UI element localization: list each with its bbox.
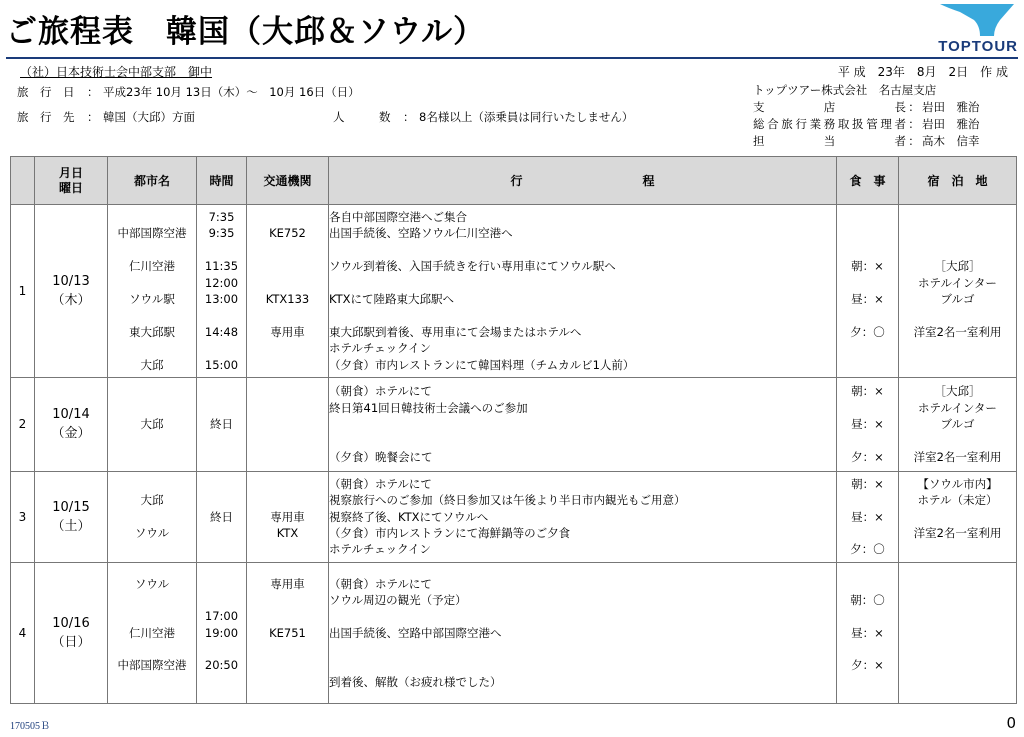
header-date-label: 月日 曜日: [58, 165, 83, 195]
meals-cell: [837, 471, 899, 562]
lodging-line: [899, 357, 1016, 373]
meal-line: 昼：×: [851, 417, 884, 432]
meals-cell: [837, 562, 899, 703]
lodging-line: [899, 576, 1016, 592]
schedule-line: ホテルチェックイン: [329, 542, 432, 557]
schedule-line: [329, 275, 836, 291]
travel-period-label: 旅 行 日: [17, 85, 75, 99]
lodging-line: ホテルインター: [918, 275, 997, 290]
transport-line: [247, 307, 328, 323]
lodging-line: [899, 209, 1016, 225]
meal-line: [837, 209, 898, 225]
city-line: [108, 476, 196, 492]
table-row: [11, 471, 1017, 562]
transport-line: 専用車: [270, 509, 305, 524]
time-line: [197, 641, 246, 657]
schedule-cell: [329, 471, 837, 562]
time-cell: [197, 205, 247, 378]
company-name: トップツアー株式会社 名古屋支店: [753, 83, 937, 97]
transport-line: [247, 641, 328, 657]
time-line: [197, 674, 246, 690]
meals-cell: [837, 205, 899, 378]
people-value: 8名様以上（添乗員は同行いたしません）: [419, 110, 634, 124]
time-line: 7:35: [208, 210, 235, 224]
meal-line: [837, 225, 898, 241]
time-line: 終日: [210, 509, 233, 524]
colon: ：: [908, 117, 920, 131]
meal-line: 昼：×: [851, 509, 884, 524]
schedule-line: 視察旅行へのご参加（終日参加又は午後より半日市内観光もご用意）: [329, 493, 686, 508]
meal-line: [837, 576, 898, 592]
lodging-line: 【ソウル市内】: [917, 476, 998, 491]
schedule-line: （夕食）市内レストランにて韓国料理（チムカルビ1人前）: [329, 357, 635, 372]
schedule-line: [329, 641, 836, 657]
transport-line: KE751: [269, 625, 306, 640]
time-line: 17:00: [204, 609, 239, 624]
lodging-line: [899, 541, 1016, 557]
lodging-line: ブルゴ: [940, 417, 975, 432]
header-lodging: 宿 泊 地: [899, 157, 1017, 205]
transport-line: [247, 492, 328, 508]
lodging-line: [899, 340, 1016, 356]
transport-line: 専用車: [270, 576, 305, 591]
city-line: [108, 592, 196, 608]
lodging-line: [899, 225, 1016, 241]
lodging-line: [899, 509, 1016, 525]
time-line: 13:00: [204, 291, 239, 306]
lodging-line: 洋室2名一室利用: [913, 449, 1002, 464]
time-line: [197, 576, 246, 592]
meal-line: 夕：〇: [850, 542, 885, 557]
city-line: [108, 242, 196, 258]
weekday-value: （木）: [51, 292, 91, 308]
meal-line: [837, 608, 898, 624]
meal-line: [837, 400, 898, 416]
transport-line: [247, 541, 328, 557]
city-line: [108, 449, 196, 465]
date-value: 10/15: [52, 499, 90, 515]
schedule-line: ソウル到着後、入国手続きを行い専用車にてソウル駅へ: [329, 259, 616, 274]
meal-line: [837, 641, 898, 657]
lodging-cell: [899, 205, 1017, 378]
time-line: [197, 592, 246, 608]
lodging-line: [899, 307, 1016, 323]
schedule-line: （朝食）ホテルにて: [329, 384, 432, 399]
transport-line: [247, 416, 328, 432]
addressee: （社）日本技術士会中部支部 御中: [20, 65, 213, 79]
itinerary-table: [10, 156, 1017, 704]
staff-role: 担当者: [753, 134, 906, 148]
day-number: 1: [11, 205, 35, 378]
transport-line: KE752: [269, 226, 306, 241]
time-line: [197, 433, 246, 449]
date-cell: [35, 562, 108, 703]
table-row: [11, 377, 1017, 471]
time-line: 9:35: [208, 226, 235, 241]
time-cell: [197, 377, 247, 471]
colon: ：: [908, 100, 920, 114]
date-cell: [35, 377, 108, 471]
table-row: [11, 205, 1017, 378]
staff-name: 高木 信幸: [922, 134, 980, 148]
city-line: [108, 209, 196, 225]
weekday-value: （金）: [51, 426, 91, 442]
transport-line: [247, 275, 328, 291]
transport-line: [247, 608, 328, 624]
meal-line: 夕：×: [851, 449, 884, 464]
staff-row: [753, 116, 980, 132]
schedule-line: [329, 608, 836, 624]
city-line: ソウル: [134, 576, 170, 591]
meal-line: [837, 674, 898, 690]
issue-date: 平 成 23年 8月 2日 作 成: [837, 65, 1008, 79]
lodging-line: [899, 641, 1016, 657]
time-line: [197, 541, 246, 557]
transport-line: [247, 476, 328, 492]
city-line: [108, 608, 196, 624]
meal-line: [837, 340, 898, 356]
city-line: [108, 509, 196, 525]
lodging-cell: [899, 471, 1017, 562]
date-value: 10/13: [52, 273, 90, 289]
lodging-line: ［大邱］: [934, 259, 981, 274]
schedule-cell: [329, 562, 837, 703]
time-line: 20:50: [204, 658, 239, 673]
header-no: [11, 157, 35, 205]
time-line: 11:35: [204, 259, 239, 274]
transport-line: [247, 592, 328, 608]
header-date: [35, 157, 108, 205]
time-line: [197, 449, 246, 465]
lodging-line: [899, 657, 1016, 673]
city-line: ソウル駅: [129, 291, 175, 306]
meal-line: 朝：×: [851, 259, 884, 274]
transport-cell: [247, 562, 329, 703]
schedule-line: 終日第41回日韓技術士会議へのご参加: [329, 400, 528, 415]
day-number: 3: [11, 471, 35, 562]
meals-cell: [837, 377, 899, 471]
city-line: [108, 340, 196, 356]
transport-cell: [247, 471, 329, 562]
weekday-value: （日）: [51, 634, 91, 650]
city-line: 中部国際空港: [117, 658, 187, 673]
transport-line: [247, 242, 328, 258]
schedule-line: 東大邱駅到着後、専用車にて会場またはホテルへ: [329, 324, 582, 339]
footer-code: 170505Ｂ: [10, 721, 50, 732]
day-number: 2: [11, 377, 35, 471]
lodging-line: ホテル（未定）: [917, 493, 998, 508]
date-value: 10/16: [52, 615, 90, 631]
city-cell: [108, 377, 197, 471]
lodging-cell: [899, 562, 1017, 703]
destination-row: [17, 109, 633, 125]
logo-text: TOPTOUR: [938, 38, 1018, 55]
transport-line: KTX: [276, 526, 299, 541]
destination-label: 旅 行 先: [17, 110, 75, 124]
colon: ：: [87, 85, 99, 99]
lodging-line: [899, 625, 1016, 641]
lodging-line: ［大邱］: [934, 384, 981, 399]
lodging-line: [899, 608, 1016, 624]
lodging-line: 洋室2名一室利用: [913, 324, 1002, 339]
page-title: ご旅程表 韓国（大邱＆ソウル）: [6, 14, 486, 50]
meal-line: [837, 492, 898, 508]
city-cell: [108, 562, 197, 703]
schedule-line: ホテルチェックイン: [329, 341, 432, 356]
schedule-line: [329, 433, 836, 449]
transport-cell: [247, 205, 329, 378]
destination-value: 韓国（大邱）方面: [103, 110, 195, 124]
time-cell: [197, 471, 247, 562]
schedule-line: （夕食）市内レストランにて海鮮鍋等のご夕食: [329, 526, 571, 541]
time-line: 14:48: [204, 324, 239, 339]
colon: ：: [87, 110, 99, 124]
meal-line: [837, 307, 898, 323]
schedule-line: 各自中部国際空港へご集合: [329, 210, 467, 224]
time-line: 終日: [210, 417, 233, 432]
meal-line: 夕：〇: [850, 324, 885, 339]
time-line: [197, 242, 246, 258]
schedule-line: ソウル周辺の観光（予定）: [329, 592, 467, 607]
transport-line: [247, 357, 328, 373]
lodging-line: [899, 592, 1016, 608]
time-line: [197, 307, 246, 323]
lodging-line: [899, 242, 1016, 258]
time-line: [197, 383, 246, 399]
colon: ：: [403, 110, 415, 124]
meal-line: [837, 275, 898, 291]
city-cell: [108, 471, 197, 562]
travel-period-value: 平成23年 10月 13日（木）～ 10月 16日（日）: [103, 85, 360, 99]
schedule-line: （朝食）ホテルにて: [329, 576, 432, 591]
lodging-line: [899, 674, 1016, 690]
header-schedule: 行 程: [329, 157, 837, 205]
transport-line: [247, 400, 328, 416]
people-label: 人 数: [333, 110, 391, 124]
table-header-row: [11, 157, 1017, 205]
meal-line: [837, 433, 898, 449]
meal-line: 昼：×: [851, 291, 884, 306]
city-cell: [108, 205, 197, 378]
city-line: 仁川空港: [129, 259, 175, 274]
time-line: 15:00: [204, 357, 239, 372]
time-line: [197, 400, 246, 416]
schedule-line: （夕食）晩餐会にて: [329, 449, 433, 464]
transport-line: [247, 383, 328, 399]
staff-name: 岩田 雅治: [922, 117, 980, 131]
header-meals: 食 事: [837, 157, 899, 205]
schedule-line: [329, 416, 836, 432]
time-line: 12:00: [204, 275, 239, 290]
transport-line: [247, 340, 328, 356]
time-cell: [197, 562, 247, 703]
schedule-line: [329, 657, 836, 673]
schedule-line: KTXにて陸路東大邱駅へ: [329, 291, 455, 306]
lodging-line: [899, 433, 1016, 449]
time-line: [197, 476, 246, 492]
meal-line: 朝：×: [851, 476, 884, 491]
date-cell: [35, 205, 108, 378]
time-line: [197, 525, 246, 541]
city-line: 大邱: [140, 417, 164, 432]
city-line: [108, 383, 196, 399]
city-line: [108, 307, 196, 323]
lodging-cell: [899, 377, 1017, 471]
header-transport: 交通機関: [247, 157, 329, 205]
lodging-line: ブルゴ: [940, 291, 975, 306]
page-number: 0: [1006, 714, 1016, 732]
transport-line: [247, 657, 328, 673]
header-time: 時間: [197, 157, 247, 205]
colon: ：: [908, 134, 920, 148]
transport-line: [247, 258, 328, 274]
city-line: [108, 674, 196, 690]
staff-row: [753, 99, 980, 115]
city-line: [108, 641, 196, 657]
city-line: ソウル: [134, 526, 170, 541]
date-value: 10/14: [52, 407, 90, 423]
transport-line: [247, 209, 328, 225]
meal-line: 昼：×: [851, 625, 884, 640]
schedule-line: [329, 242, 836, 258]
city-line: 仁川空港: [129, 625, 175, 640]
transport-line: KTX133: [265, 291, 310, 306]
lodging-line: 洋室2名一室利用: [913, 526, 1002, 541]
meal-line: [837, 525, 898, 541]
schedule-line: 到着後、解散（お疲れ様でした）: [329, 674, 502, 689]
staff-role: 総合旅行業務取扱管理者: [753, 117, 906, 131]
lodging-line: ホテルインター: [918, 400, 997, 415]
schedule-line: （朝食）ホテルにて: [329, 476, 432, 491]
staff-role: 支店長: [753, 100, 906, 114]
time-line: 19:00: [204, 625, 239, 640]
transport-line: 専用車: [270, 324, 305, 339]
schedule-line: 出国手続後、空路中部国際空港へ: [329, 625, 502, 640]
schedule-cell: [329, 205, 837, 378]
meal-line: [837, 357, 898, 373]
staff-name: 岩田 雅治: [922, 100, 980, 114]
date-cell: [35, 471, 108, 562]
city-line: 大邱: [140, 493, 164, 508]
table-row: [11, 562, 1017, 703]
header-rule: [6, 57, 1018, 59]
staff-row: [753, 133, 980, 149]
city-line: [108, 433, 196, 449]
header-city: 都市名: [108, 157, 197, 205]
schedule-line: 視察終了後、KTXにてソウルへ: [329, 509, 489, 524]
day-number: 4: [11, 562, 35, 703]
time-line: [197, 492, 246, 508]
meal-line: 朝：〇: [850, 592, 885, 607]
time-line: [197, 340, 246, 356]
schedule-line: [329, 307, 836, 323]
schedule-cell: [329, 377, 837, 471]
city-line: [108, 400, 196, 416]
meal-line: [837, 242, 898, 258]
transport-line: [247, 433, 328, 449]
schedule-line: 出国手続後、空路ソウル仁川空港へ: [329, 226, 513, 241]
transport-line: [247, 449, 328, 465]
city-line: 中部国際空港: [117, 226, 187, 241]
city-line: 東大邱駅: [129, 324, 175, 339]
transport-cell: [247, 377, 329, 471]
city-line: [108, 275, 196, 291]
weekday-value: （土）: [51, 518, 91, 534]
transport-line: [247, 674, 328, 690]
travel-period-row: [17, 84, 360, 100]
city-line: [108, 541, 196, 557]
meal-line: 夕：×: [851, 658, 884, 673]
city-line: 大邱: [140, 357, 164, 372]
meal-line: 朝：×: [851, 384, 884, 399]
